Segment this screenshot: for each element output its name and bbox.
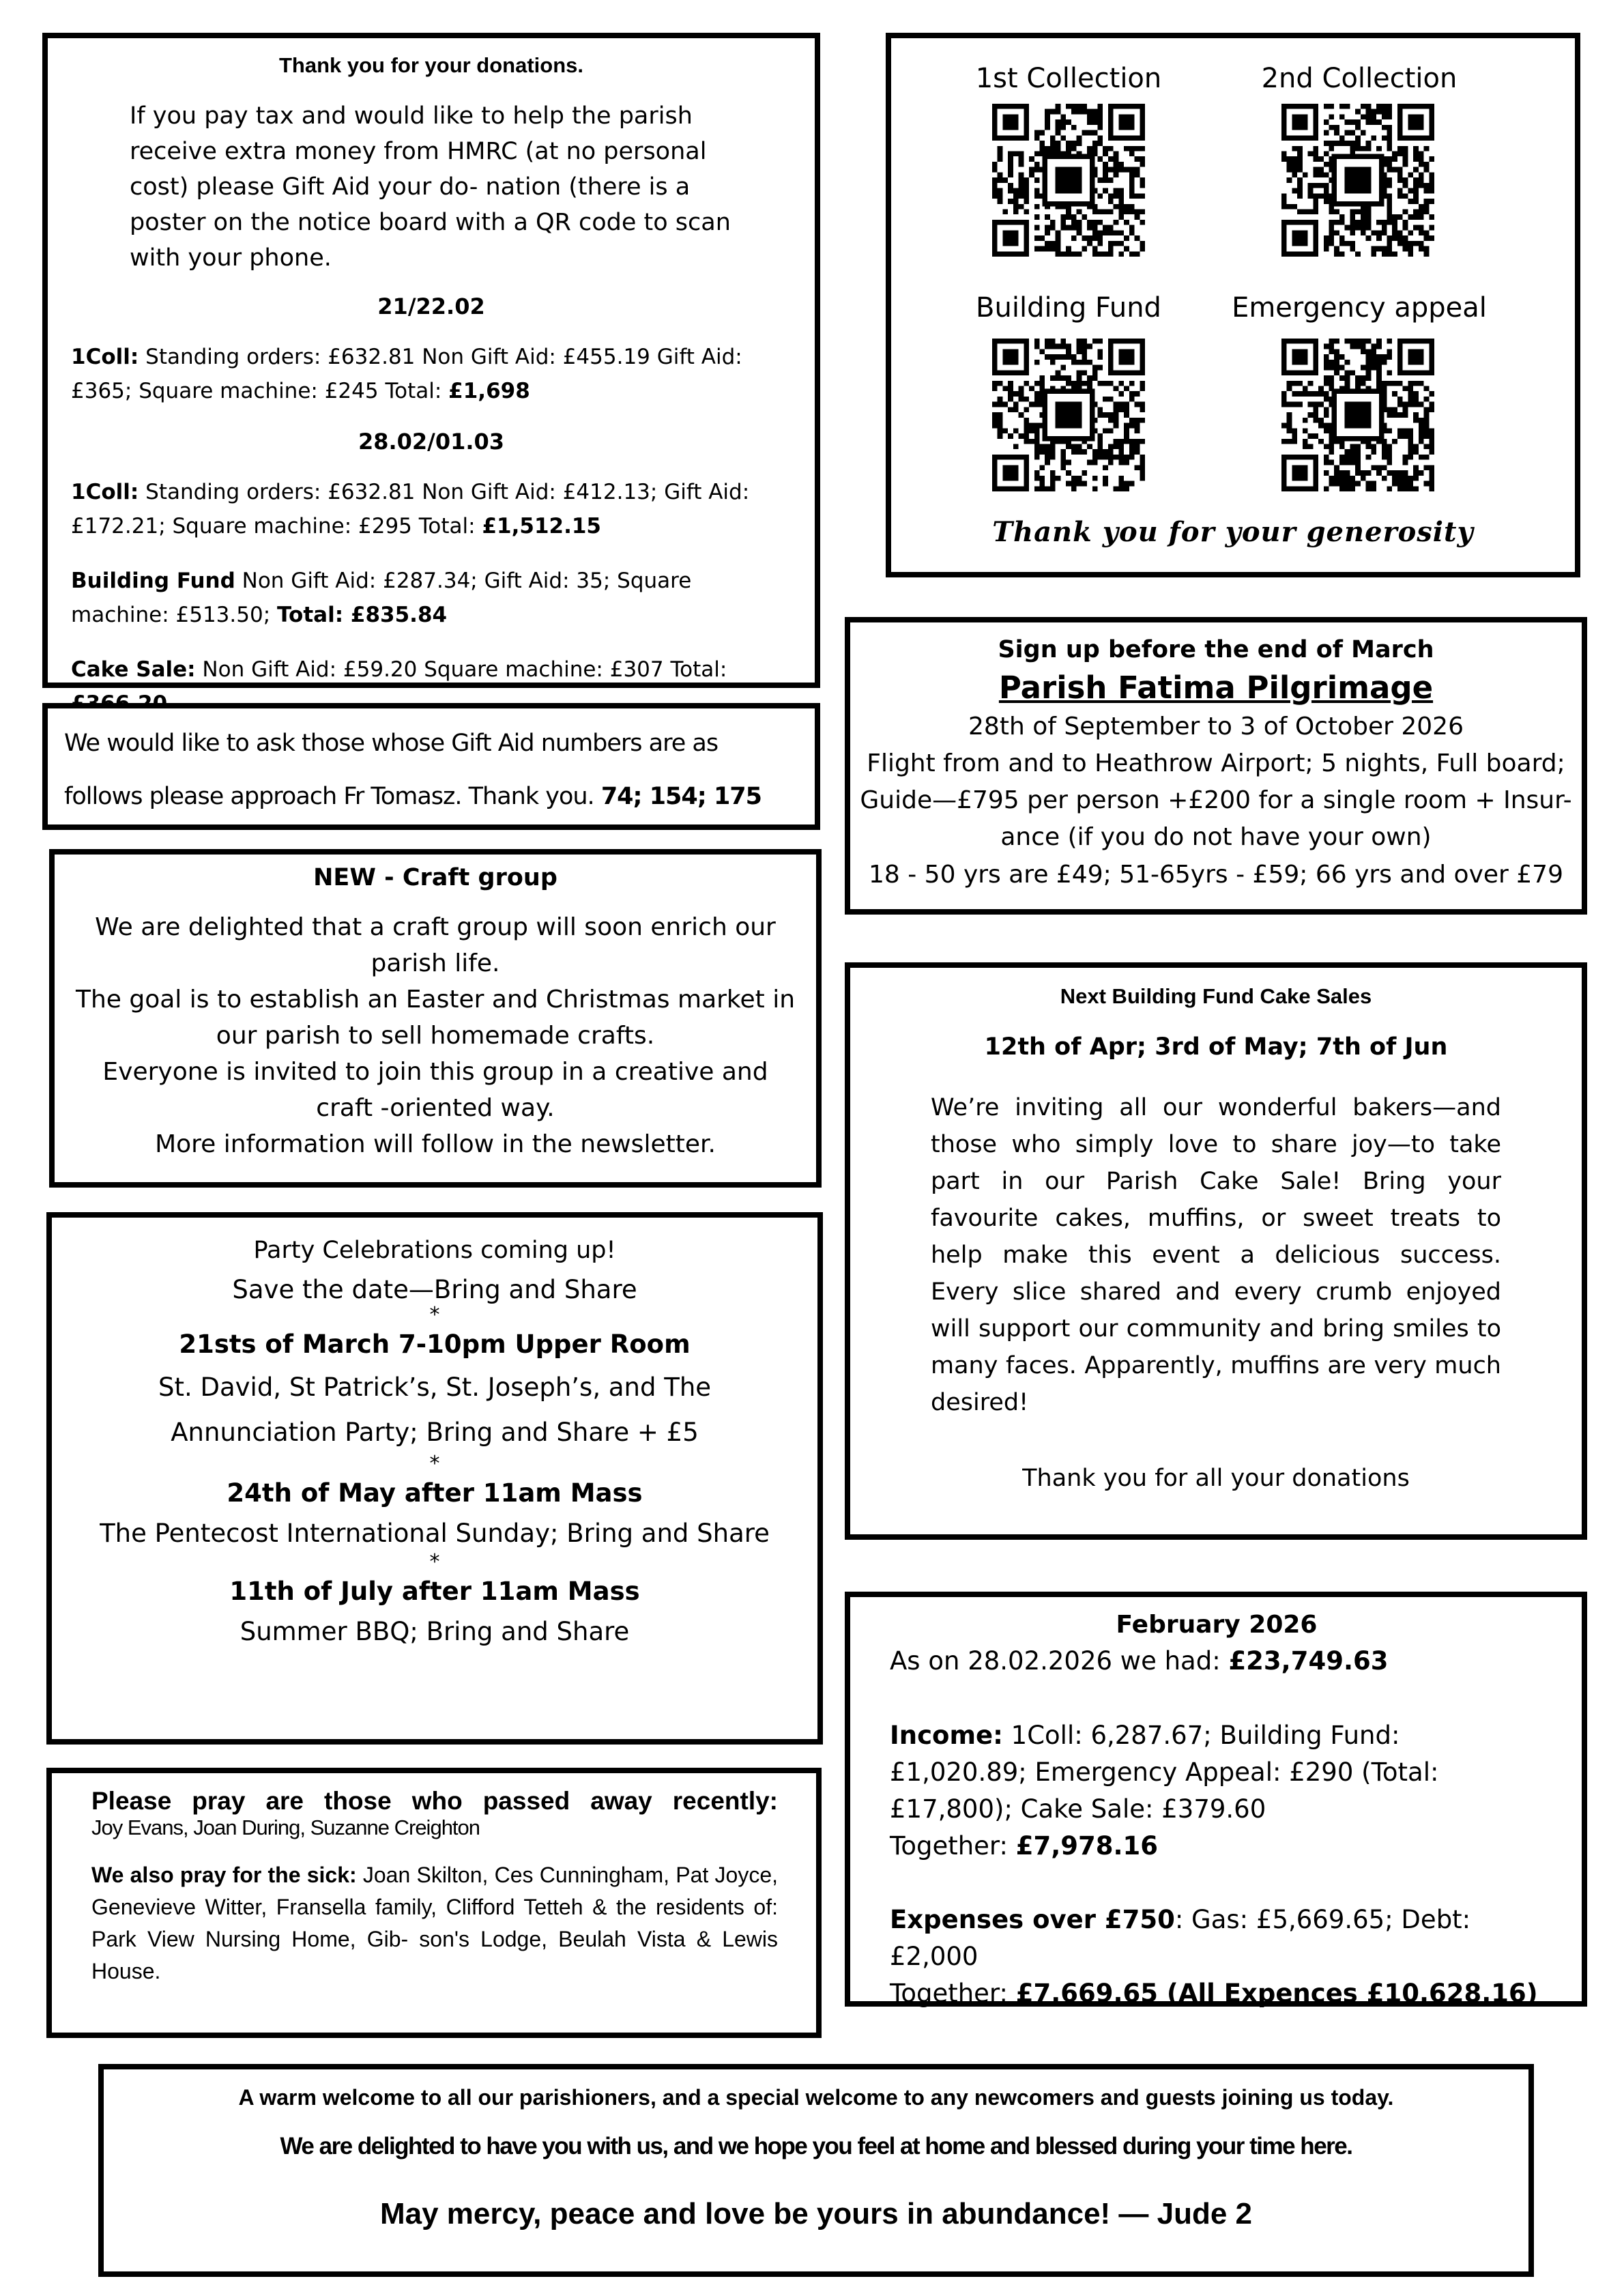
entry-label: Building Fund bbox=[71, 569, 235, 593]
pray-sick bbox=[91, 1859, 778, 1988]
together-value: £7,978.16 bbox=[1015, 1831, 1159, 1861]
separator: * bbox=[429, 1303, 440, 1327]
party-title: Party Celebrations coming up! bbox=[253, 1237, 616, 1264]
pilgrimage-box bbox=[845, 617, 1587, 915]
cake-sales-title: Next Building Fund Cake Sales bbox=[1060, 984, 1372, 1008]
party-event-desc: St. David, St Patrick’s, St. Joseph’s, and The Annunciation Party; Bring and Share + £5 bbox=[158, 1373, 712, 1447]
qr-code-building-fund[interactable] bbox=[992, 339, 1145, 491]
balance-value: £23,749.63 bbox=[1228, 1646, 1389, 1676]
entry-text: Non Gift Aid: £287.34; Gift Aid: 35; Square machine: £513.50; bbox=[71, 569, 692, 627]
expenses-text: : Gas: £5,669.65; Debt: £2,000 bbox=[890, 1905, 1471, 1971]
income-label: Income: bbox=[890, 1721, 1003, 1750]
entry-text: Standing orders: £632.81 Non Gift Aid: £455.19 Gift Aid: £365; Square machine: £245 Total: bbox=[71, 345, 742, 403]
donations-date-2: 28.02/01.03 bbox=[358, 429, 505, 455]
pilgrimage-title: Parish Fatima Pilgrimage bbox=[998, 670, 1434, 706]
qr-code-emergency-appeal[interactable] bbox=[1281, 339, 1434, 491]
party-event-desc: Summer BBQ; Bring and Share bbox=[240, 1617, 630, 1646]
party-event-title: 24th of May after 11am Mass bbox=[227, 1478, 643, 1508]
craft-paragraph: Everyone is invited to join this group in a creative and craft -oriented way. bbox=[102, 1058, 768, 1122]
finance-box bbox=[845, 1592, 1587, 2007]
expenses-label: Expenses over £750 bbox=[890, 1905, 1175, 1934]
entry-label: Cake Sale: bbox=[71, 657, 196, 682]
entry-text: Standing orders: £632.81 Non Gift Aid: £412.13; Gift Aid: £172.21; Square machine: £295 Total: bbox=[71, 480, 750, 539]
pilgrimage-prices: 18 - 50 yrs are £49; 51-65yrs - £59; 66 yrs and over £79 bbox=[869, 861, 1563, 889]
finance-together-1 bbox=[890, 1828, 1543, 1865]
together-label: Together: bbox=[890, 1831, 1016, 1861]
craft-paragraph: We are delighted that a craft group will soon enrich our parish life. bbox=[95, 913, 776, 977]
cake-sales-thanks: Thank you for all your donations bbox=[1022, 1465, 1410, 1492]
donations-title: Thank you for your donations. bbox=[278, 53, 584, 77]
welcome-line-3: May mercy, peace and love be yours in abundance! — Jude 2 bbox=[379, 2197, 1253, 2230]
entry-total: £1,512.15 bbox=[482, 514, 601, 539]
pray-box bbox=[46, 1768, 822, 2038]
pray-title: Please pray are those who passed away recently: bbox=[91, 1787, 778, 1815]
qr-label: Building Fund bbox=[976, 292, 1161, 324]
pilgrimage-dates: 28th of September to 3 of October 2026 bbox=[968, 713, 1464, 741]
welcome-line-1: A warm welcome to all our parishioners, and a special welcome to any newcomers and guests joining us today. bbox=[238, 2085, 1394, 2110]
separator: * bbox=[429, 1452, 440, 1476]
donations-box bbox=[42, 33, 820, 688]
qr-box bbox=[886, 33, 1580, 577]
together-label: Together: bbox=[890, 1979, 1016, 2008]
qr-label: Emergency appeal bbox=[1232, 292, 1487, 324]
cake-sales-body: We’re inviting all our wonderful bakers—and those who simply love to share joy—to take part in our Parish Cake Sale! Bring your favourite cakes, muffins, or sweet treats to help make this event a delicious success. Every slice shared and every crumb enjoyed will support our community and bring smiles to many faces. Apparently, muffins are very much desired! bbox=[931, 1094, 1501, 1416]
finance-expenses bbox=[890, 1902, 1543, 1975]
finance-title: February 2026 bbox=[1116, 1611, 1318, 1639]
entry-total: £1,698 bbox=[448, 379, 530, 403]
qr-code-2nd-collection[interactable] bbox=[1281, 104, 1434, 257]
donations-entry-2 bbox=[71, 475, 792, 543]
entry-text: Non Gift Aid: £59.20 Square machine: £307 Total: bbox=[195, 657, 727, 682]
income-text: 1Coll: 6,287.67; Building Fund: £1,020.89; Emergency Appeal: £290 (Total: £17,800); Cake Sale: £379.60 bbox=[890, 1721, 1439, 1824]
party-event-title: 11th of July after 11am Mass bbox=[229, 1577, 640, 1606]
separator: * bbox=[429, 1550, 440, 1574]
giftaid-text bbox=[64, 717, 798, 823]
donations-date-1: 21/22.02 bbox=[377, 293, 485, 319]
pilgrimage-signup: Sign up before the end of March bbox=[998, 636, 1434, 663]
pray-names: Joy Evans, Joan During, Suzanne Creighton bbox=[91, 1816, 480, 1839]
donations-entry-1 bbox=[71, 340, 792, 408]
together-value: £7,669.65 (All Expences £10,628.16) bbox=[1015, 1979, 1538, 2008]
qr-label: 1st Collection bbox=[975, 63, 1162, 94]
welcome-line-2: We are delighted to have you with us, and we hope you feel at home and blessed during your time here. bbox=[280, 2133, 1352, 2159]
party-box bbox=[46, 1212, 823, 1745]
giftaid-message: We would like to ask those whose Gift Aid numbers are as follows please approach Fr Tomasz. Thank you. bbox=[64, 730, 719, 810]
craft-paragraph: The goal is to establish an Easter and Christmas market in our parish to sell homemade crafts. bbox=[75, 986, 796, 1050]
balance-text: As on 28.02.2026 we had: bbox=[890, 1646, 1229, 1676]
giftaid-numbers: 74; 154; 175 bbox=[600, 783, 762, 810]
entry-label: 1Coll: bbox=[71, 345, 139, 369]
finance-income bbox=[890, 1717, 1543, 1828]
finance-balance bbox=[890, 1642, 1543, 1680]
finance-together-2 bbox=[890, 1975, 1543, 2012]
welcome-box bbox=[98, 2064, 1534, 2277]
party-event-title: 21sts of March 7-10pm Upper Room bbox=[179, 1330, 691, 1359]
pilgrimage-details: Flight from and to Heathrow Airport; 5 nights, Full board; Guide—£795 per person +£200 for a single room + Insur- ance (if you do not have your own) bbox=[860, 749, 1572, 851]
cake-sales-box bbox=[845, 962, 1587, 1540]
qr-label: 2nd Collection bbox=[1261, 63, 1458, 94]
giftaid-box bbox=[42, 703, 820, 830]
craft-paragraph: More information will follow in the newsletter. bbox=[155, 1130, 716, 1158]
donations-building-fund bbox=[71, 564, 792, 632]
entry-total: Total: £835.84 bbox=[277, 603, 448, 627]
sick-label: We also pray for the sick: bbox=[91, 1863, 357, 1887]
qr-thanks: Thank you for your generosity bbox=[992, 516, 1474, 548]
party-subtitle: Save the date—Bring and Share bbox=[232, 1275, 637, 1304]
cake-sales-dates: 12th of Apr; 3rd of May; 7th of Jun bbox=[984, 1033, 1448, 1061]
entry-label: 1Coll: bbox=[71, 480, 139, 504]
sick-text: Joan Skilton, Ces Cunningham, Pat Joyce, Genevieve Witter, Fransella family, Clifford Tetteh & the residents of: Park View Nursing Home, Gib- son's Lodge, Beulah Vista & Lewis House. bbox=[91, 1863, 779, 1983]
qr-code-1st-collection[interactable] bbox=[992, 104, 1145, 257]
craft-title: NEW - Craft group bbox=[313, 864, 557, 891]
donations-intro: If you pay tax and would like to help the parish receive extra money from HMRC (at no personal cost) please Gift Aid your do- nation (there is a poster on the notice board with a QR code to scan with your phone. bbox=[130, 102, 731, 272]
party-event-desc: The Pentecost International Sunday; Bring and Share bbox=[100, 1519, 770, 1548]
craft-box bbox=[49, 849, 822, 1188]
